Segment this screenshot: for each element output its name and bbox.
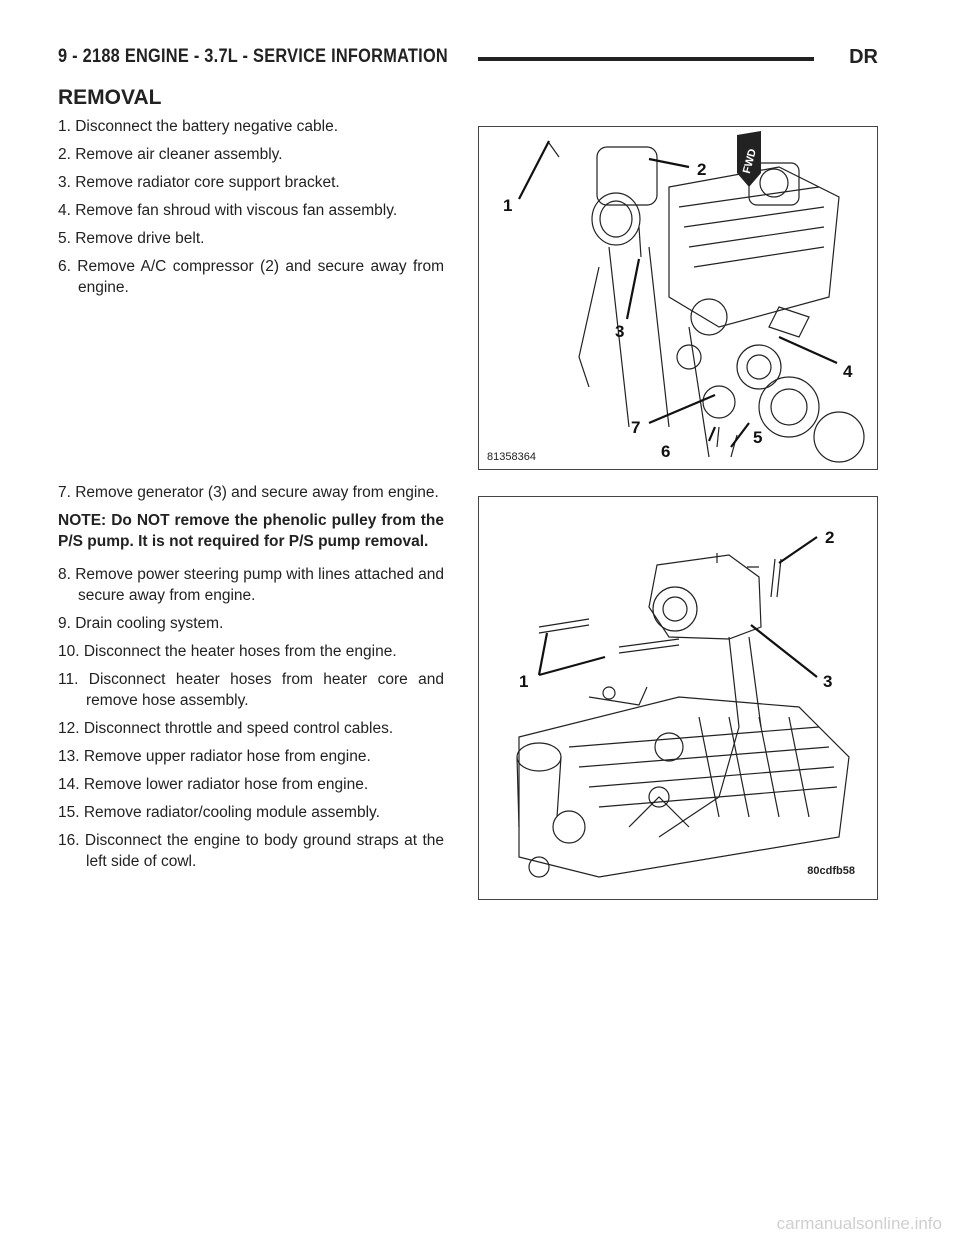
generator-shape [649,555,761,639]
step-9: 9. Drain cooling system. [58,615,224,632]
step-2: 2. Remove air cleaner assembly. [58,146,283,163]
step-6: 6. Remove A/C compressor (2) and secure away from engine. [58,258,444,296]
header-rule [478,57,814,61]
step-4: 4. Remove fan shroud with viscous fan assembly. [58,202,398,219]
callout-7: 7 [631,418,641,437]
callout-6: 6 [661,442,671,461]
step-11: 11. Disconnect heater hoses from heater core and remove hose assembly. [58,671,444,709]
step-1: 1. Disconnect the battery negative cable. [58,118,339,135]
fwd-label: FWD [740,147,760,175]
step-12: 12. Disconnect throttle and speed control cables. [58,720,394,737]
callout-2: 2 [697,160,707,179]
callout-5: 5 [753,428,763,447]
step-15: 15. Remove radiator/cooling module assembly. [58,804,380,821]
step-8: 8. Remove power steering pump with lines attached and secure away from engine. [58,566,444,604]
step-10: 10. Disconnect the heater hoses from the engine. [58,643,397,660]
callout-3: 3 [823,672,833,691]
step-16: 16. Disconnect the engine to body ground straps at the left side of cowl. [58,832,444,870]
page-header-code: DR [849,46,878,68]
section-title: REMOVAL [58,86,162,109]
steps-group-b [58,482,444,879]
callout-4: 4 [843,362,853,381]
callout-2: 2 [825,528,835,547]
step-3: 3. Remove radiator core support bracket. [58,174,340,191]
page-header [58,46,878,74]
engine-illustration-1 [479,127,877,469]
steps-group-a [58,116,444,305]
step-7: 7. Remove generator (3) and secure away from engine. [58,484,439,501]
watermark: carmanualsonline.info [776,1214,942,1233]
callout-1: 1 [503,196,513,215]
note-text: NOTE: Do NOT remove the phenolic pulley from the P/S pump. It is not required for P/S pump removal. [58,512,444,550]
fwd-arrow-icon [737,131,761,187]
callout-3: 3 [615,322,625,341]
figure-ac-compressor [478,126,878,470]
step-5: 5. Remove drive belt. [58,230,205,247]
figure-2-code: 80cdfb58 [807,865,855,877]
step-14: 14. Remove lower radiator hose from engine. [58,776,369,793]
callout-1: 1 [519,672,529,691]
page-header-title: 9 - 2188 ENGINE - 3.7L - SERVICE INFORMATION [58,46,448,67]
figure-generator [478,496,878,900]
step-13: 13. Remove upper radiator hose from engine. [58,748,371,765]
engine-illustration-2 [479,497,877,899]
figure-1-code: 81358364 [487,451,536,463]
